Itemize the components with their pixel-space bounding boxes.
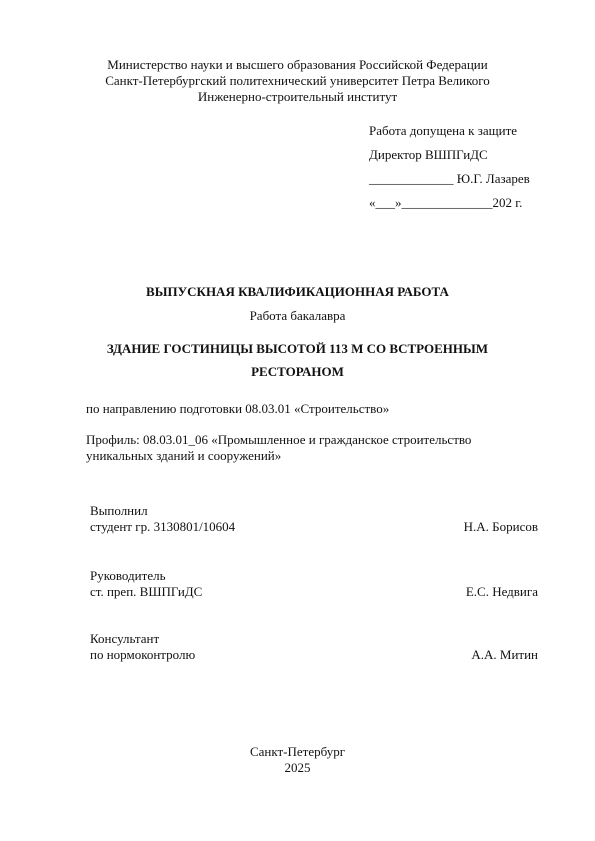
approval-director: Директор ВШПГиДС <box>369 147 488 162</box>
footer-year: 2025 <box>284 760 311 775</box>
signature-name: Е.С. Недвига <box>465 584 538 599</box>
signature-role: Консультант <box>90 631 160 646</box>
signature-role: Выполнил <box>90 503 148 518</box>
signature-name: Н.А. Борисов <box>463 519 538 534</box>
topic-title-line-2: РЕСТОРАНОМ <box>251 364 344 379</box>
topic-title-line-1: ЗДАНИЕ ГОСТИНИЦЫ ВЫСОТОЙ 113 М СО ВСТРОЕННЫМ <box>106 341 489 356</box>
approval-date-line: «___»______________202 г. <box>369 195 523 210</box>
signature-role: Руководитель <box>90 568 166 583</box>
profile-line-2: уникальных зданий и сооружений» <box>86 448 282 463</box>
work-type-heading: ВЫПУСКНАЯ КВАЛИФИКАЦИОННАЯ РАБОТА <box>146 284 449 299</box>
profile-line-1: Профиль: 08.03.01_06 «Промышленное и гражданское строительство <box>86 432 472 447</box>
signature-detail: ст. преп. ВШПГиДС <box>90 584 203 599</box>
approval-signature-line: _____________ Ю.Г. Лазарев <box>369 171 530 186</box>
signature-detail: студент гр. 3130801/10604 <box>90 519 236 534</box>
direction-text: по направлению подготовки 08.03.01 «Строительство» <box>86 401 390 416</box>
footer-city: Санкт-Петербург <box>249 744 346 759</box>
institute-name: Инженерно-строительный институт <box>197 89 398 104</box>
approval-admitted: Работа допущена к защите <box>369 123 518 138</box>
ministry-name: Министерство науки и высшего образования Российской Федерации <box>107 57 488 72</box>
university-name: Санкт-Петербургский политехнический университет Петра Великого <box>105 73 490 88</box>
signature-detail: по нормоконтролю <box>90 647 196 662</box>
signature-name: А.А. Митин <box>471 647 538 662</box>
degree-label: Работа бакалавра <box>249 308 346 323</box>
